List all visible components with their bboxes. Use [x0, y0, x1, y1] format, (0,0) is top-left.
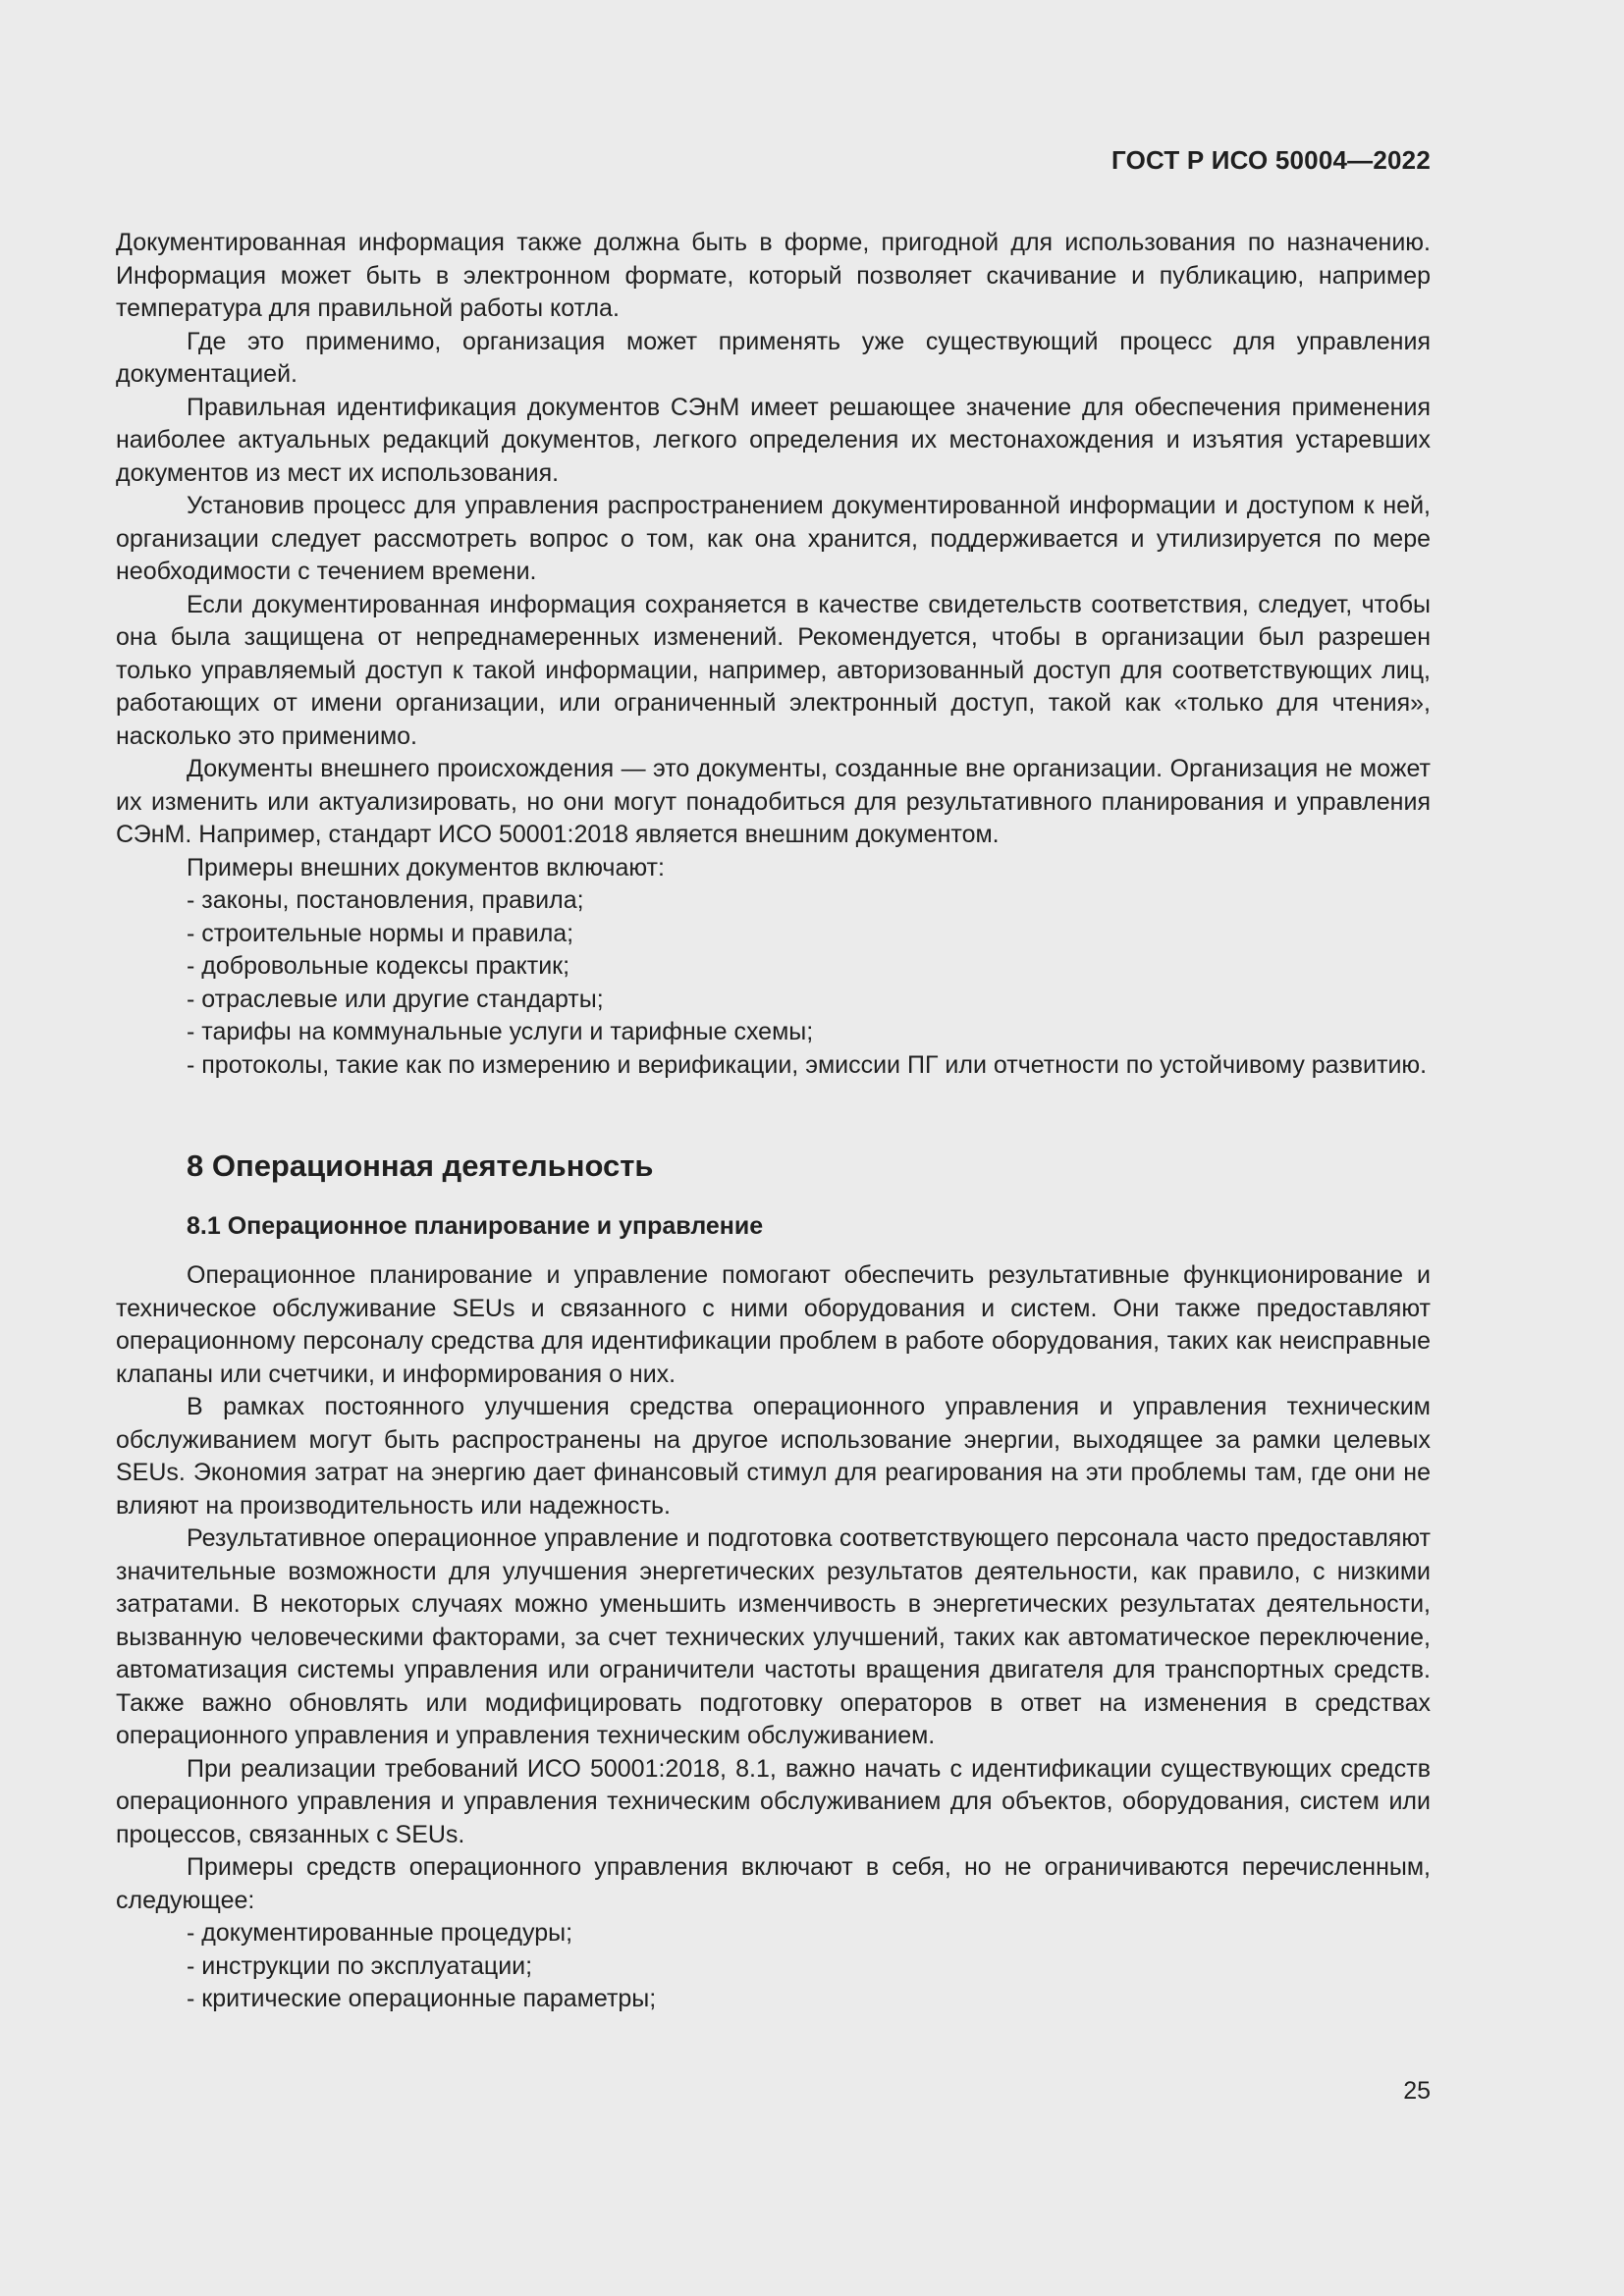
list-item: - документированные процедуры;: [187, 1919, 573, 1947]
paragraph: Результативное операционное управление и подготовка соответствующего персонала часто предоставляют значительные возможности для улучшения энергетических результатов деятельности, как правило, с низкими затратами. В некоторых случаях можно уменьшить изменчивость в энергетических результатах деятельности, вызванную человеческими факторами, за счет технических улучшений, таких как автоматическое переключение, автоматизация системы управления или ограничители частоты вращения двигателя для транспортных средств. Также важно обновлять или модифицировать подготовку операторов в ответ на изменения в средствах операционного управления и управления техническим обслуживанием.: [116, 1524, 1431, 1749]
page-number: 25: [1403, 2077, 1431, 2105]
paragraph: В рамках постоянного улучшения средства операционного управления и управления техническим обслуживанием могут быть распространены на другое использование энергии, выходящее за рамки целевых SEUs. Экономия затрат на энергию дает финансовый стимул для реагирования на эти проблемы там, где они не влияют на производительность или надежность.: [116, 1393, 1431, 1520]
body-text-part-2: [116, 1259, 1431, 2016]
paragraph: Если документированная информация сохраняется в качестве свидетельств соответствия, следует, чтобы она была защищена от непреднамеренных изменений. Рекомендуется, чтобы в организации был разрешен только управляемый доступ к такой информации, например, авторизованный доступ для соответствующих лиц, работающих от имени организации, или ограниченный электронный доступ, такой как «только для чтения», насколько это применимо.: [116, 590, 1431, 750]
paragraph: Документы внешнего происхождения — это документы, созданные вне организации. Организация не может их изменить или актуализировать, но они могут понадобиться для результативного планирования и управления СЭнМ. Например, стандарт ИСО 50001:2018 является внешним документом.: [116, 755, 1431, 848]
paragraph: Установив процесс для управления распространением документированной информации и доступом к ней, организации следует рассмотреть вопрос о том, как она хранится, поддерживается и утилизируется по мере необходимости с течением времени.: [116, 492, 1431, 585]
paragraph: При реализации требований ИСО 50001:2018, 8.1, важно начать с идентификации существующих средств операционного управления и управления техническим обслуживанием для объектов, оборудования, систем или процессов, связанных с SEUs.: [116, 1754, 1431, 1848]
body-text-part-1: [116, 227, 1431, 1082]
paragraph: Где это применимо, организация может применять уже существующий процесс для управления документацией.: [116, 327, 1431, 388]
paragraph: Документированная информация также должна быть в форме, пригодной для использования по назначению. Информация может быть в электронном формате, который позволяет скачивание и публикацию, например температура для правильной работы котла.: [116, 229, 1431, 322]
section-title: 8 Операционная деятельность: [187, 1148, 654, 1183]
list-item: - добровольные кодексы практик;: [187, 952, 570, 980]
list-item: - протоколы, такие как по измерению и верификации, эмиссии ПГ или отчетности по устойчивому развитию.: [187, 1050, 1428, 1079]
paragraph: Правильная идентификация документов СЭнМ имеет решающее значение для обеспечения применения наиболее актуальных редакций документов, легкого определения их местонахождения и изъятия устаревших документов из мест их использования.: [116, 393, 1431, 487]
paragraph: Операционное планирование и управление помогают обеспечить результативные функционирование и техническое обслуживание SEUs и связанного с ними оборудования и систем. Они также предоставляют операционному персоналу средства для идентификации проблем в работе оборудования, таких как неисправные клапаны или счетчики, и информирования о них.: [116, 1261, 1431, 1388]
list-item: - инструкции по эксплуатации;: [187, 1951, 533, 1980]
list-item: - критические операционные параметры;: [187, 1985, 657, 2012]
list-item: - тарифы на коммунальные услуги и тарифные схемы;: [187, 1018, 814, 1045]
document-header: ГОСТ Р ИСО 50004—2022: [1110, 145, 1431, 175]
list-item: - строительные нормы и правила;: [187, 919, 574, 947]
paragraph: Примеры средств операционного управления включают в себя, но не ограничиваются перечисленным, следующее:: [116, 1853, 1431, 1914]
list-item: - законы, постановления, правила;: [187, 886, 584, 914]
paragraph: Примеры внешних документов включают:: [187, 853, 665, 881]
list-item: - отраслевые или другие стандарты;: [187, 985, 604, 1013]
subsection-title: 8.1 Операционное планирование и управление: [187, 1212, 764, 1240]
